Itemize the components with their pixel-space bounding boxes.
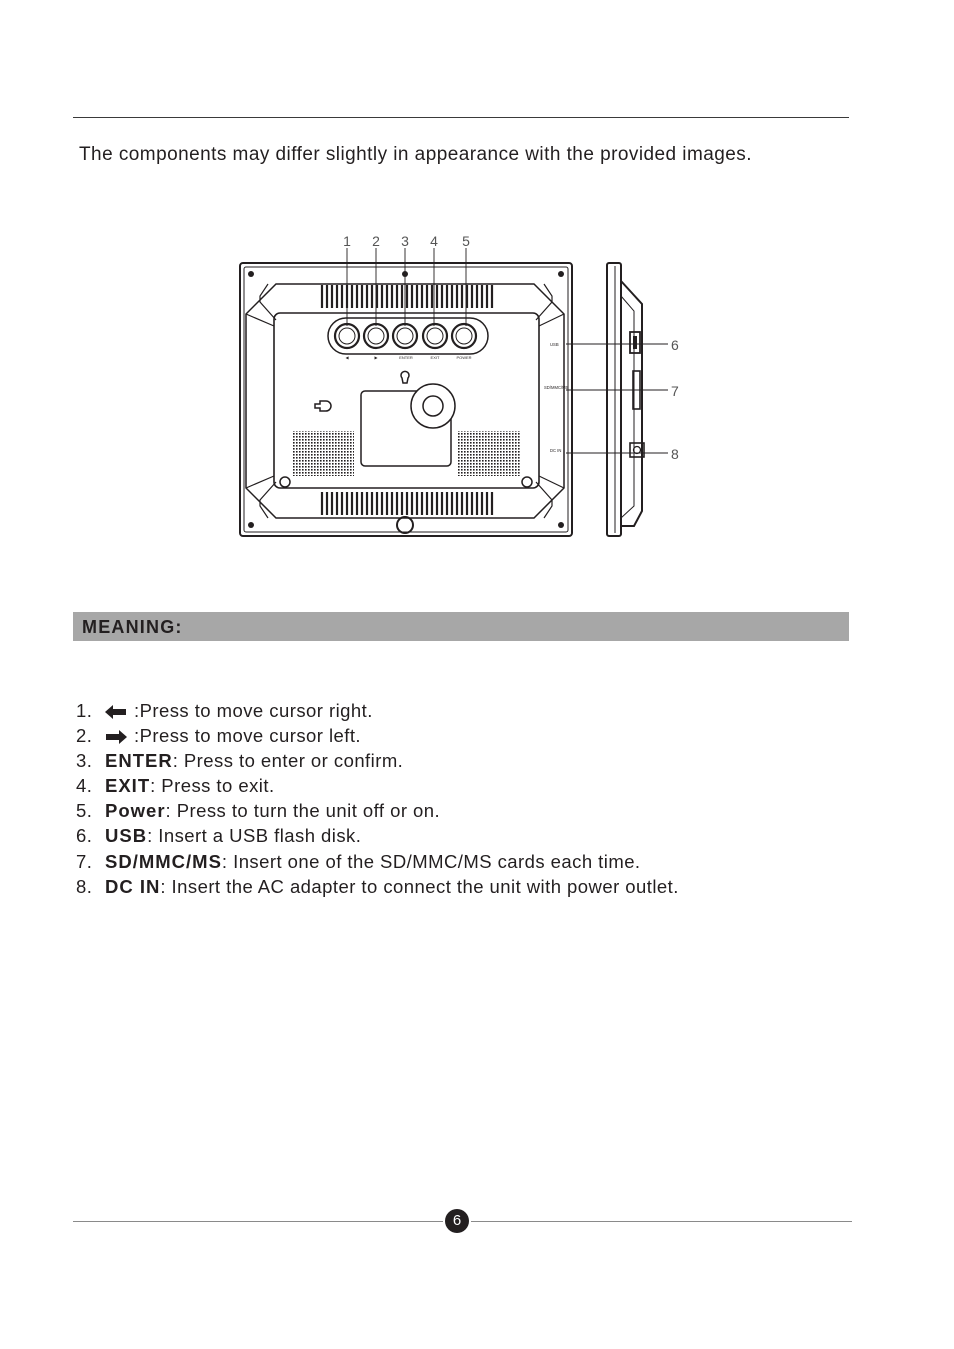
legend-number: 8. bbox=[76, 875, 93, 897]
legend-text: : Insert a USB flash disk. bbox=[147, 825, 362, 847]
left-speaker-grille bbox=[292, 431, 354, 476]
legend-number: 2. bbox=[76, 725, 93, 747]
callout-8: 8 bbox=[671, 446, 679, 462]
legend-item bbox=[76, 698, 679, 723]
legend-item bbox=[76, 849, 679, 874]
meaning-header-bar bbox=[73, 612, 849, 641]
legend-text: : Press to turn the unit off or on. bbox=[165, 800, 441, 822]
left-arrow-icon bbox=[105, 700, 134, 725]
callout-7: 7 bbox=[671, 383, 679, 399]
top-rule bbox=[73, 117, 849, 118]
callout-3: 3 bbox=[401, 233, 409, 249]
legend-number: 7. bbox=[76, 850, 93, 872]
callout-4: 4 bbox=[430, 233, 438, 249]
legend-item bbox=[76, 823, 679, 848]
legend-text: : Insert the AC adapter to connect the unit with power outlet. bbox=[160, 875, 679, 897]
keyhole-left bbox=[315, 401, 331, 411]
legend-text: :Press to move cursor left. bbox=[134, 725, 362, 747]
top-vent bbox=[322, 285, 492, 308]
legend-text: : Press to exit. bbox=[150, 775, 275, 797]
legend-item bbox=[76, 748, 679, 773]
meaning-title: MEANING: bbox=[82, 617, 183, 637]
legend-number: 5. bbox=[76, 800, 93, 822]
bottom-vent bbox=[322, 492, 492, 515]
legend-item bbox=[76, 773, 679, 798]
legend-term: DC IN bbox=[105, 875, 161, 897]
callout-6: 6 bbox=[671, 337, 679, 353]
label-power: POWER bbox=[456, 355, 472, 360]
legend-number: 1. bbox=[76, 700, 93, 721]
svg-text:▶: ▶ bbox=[374, 355, 378, 360]
bottom-post bbox=[397, 517, 413, 533]
stand-mount bbox=[411, 384, 455, 428]
legend-item bbox=[76, 874, 679, 899]
footer-rule-right bbox=[471, 1221, 852, 1222]
callout-1: 1 bbox=[343, 233, 351, 249]
legend-item bbox=[76, 798, 679, 823]
legend-number: 3. bbox=[76, 750, 93, 772]
page-number-badge: 6 bbox=[445, 1209, 469, 1233]
legend-text: : Insert one of the SD/MMC/MS cards each time. bbox=[221, 850, 641, 872]
legend-text: : Press to enter or confirm. bbox=[172, 750, 404, 772]
legend-term: Power bbox=[105, 800, 166, 822]
svg-text:◀: ◀ bbox=[345, 355, 349, 360]
right-speaker-grille bbox=[458, 431, 520, 476]
side-label-card: SD/MMC/MS bbox=[544, 385, 569, 390]
control-buttons bbox=[328, 318, 488, 354]
keyhole-top bbox=[401, 371, 409, 383]
legend-term: USB bbox=[105, 825, 148, 847]
side-profile bbox=[607, 263, 644, 536]
device-diagram bbox=[230, 226, 690, 546]
label-enter: ENTER bbox=[399, 355, 413, 360]
label-exit: EXIT bbox=[430, 355, 440, 360]
side-label-usb: USB bbox=[550, 342, 559, 347]
callout-5: 5 bbox=[462, 233, 470, 249]
legend-term: SD/MMC/MS bbox=[105, 850, 222, 872]
page-footer bbox=[0, 1208, 954, 1236]
legend-item bbox=[76, 723, 679, 748]
legend-number: 4. bbox=[76, 775, 93, 797]
side-label-dc: DC IN bbox=[550, 448, 562, 453]
right-arrow-icon bbox=[105, 725, 134, 750]
intro-text: The components may differ slightly in appearance with the provided images. bbox=[79, 144, 752, 165]
legend-list bbox=[76, 698, 679, 899]
callout-2: 2 bbox=[372, 233, 380, 249]
footer-rule-left bbox=[73, 1221, 443, 1222]
legend-number: 6. bbox=[76, 825, 93, 847]
legend-text: :Press to move cursor right. bbox=[134, 700, 373, 721]
legend-term: EXIT bbox=[105, 775, 151, 797]
legend-term: ENTER bbox=[105, 750, 173, 772]
